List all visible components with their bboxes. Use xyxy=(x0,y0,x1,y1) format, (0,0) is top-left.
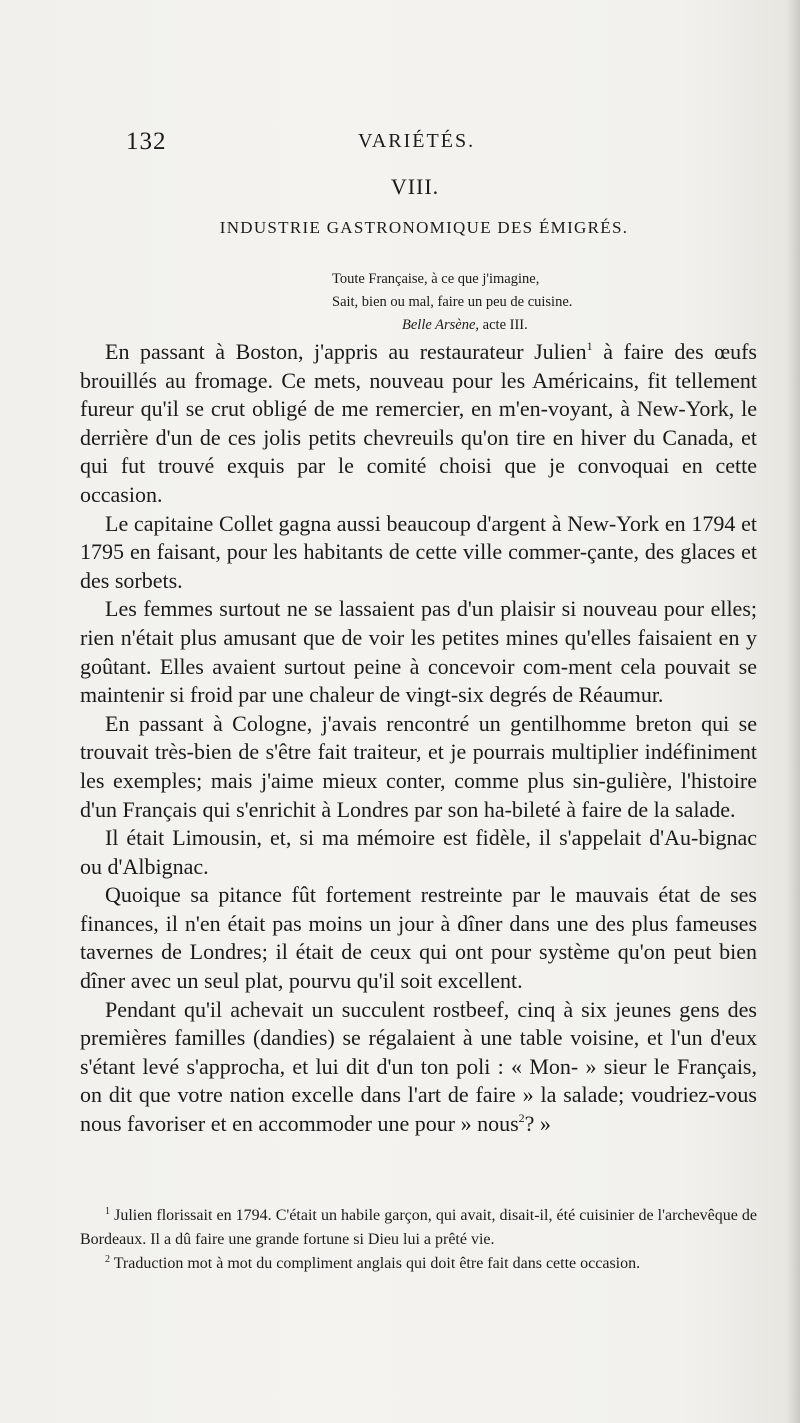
paragraph-text: En passant à Boston, j'appris au restaurateur Julien xyxy=(105,339,587,364)
footnote-mark: 1 xyxy=(105,1206,110,1217)
paragraph-text: à faire des œufs brouillés au fromage. Ce mets, nouveau pour les Américains, fit tellement fureur qu'il se crut obligé de me remercier, en m'en-voyant, à New-York, le derrière d'un de ces jolis petits chevreuils qu'on tire en hiver du Canada, et qui fut trouvé exquis par le comité choisi que je convoquai en cette occasion. xyxy=(80,339,757,507)
footnote xyxy=(80,1252,757,1276)
page-edge-shadow xyxy=(786,0,800,1423)
paragraph: Il était Limousin, et, si ma mémoire est fidèle, il s'appelait d'Au-bignac ou d'Albignac. xyxy=(80,825,757,879)
paragraph-text: Pendant qu'il achevait un succulent rostbeef, cinq à six jeunes gens des premières familles (dandies) se régalaient à une table voisine, et l'un d'eux s'étant levé s'approcha, et lui dit d'un ton poli : « Mon- » sieur le Français, on dit que votre nation excelle dans l'art de faire » la salade; voudriez-vous nous favoriser et en accommoder une pour » nous xyxy=(80,996,757,1137)
footnote-mark: 2 xyxy=(105,1254,110,1265)
footnote-ref[interactable]: 1 xyxy=(586,339,593,353)
footnote-text: Julien florissait en 1794. C'était un habile garçon, qui avait, disait-il, été cuisinier de l'archevêque de Bordeaux. Il a dû faire une grande fortune si Dieu lui a prêté vie. xyxy=(80,1207,757,1248)
running-head xyxy=(126,128,686,158)
epigraph-line: Toute Française, à ce que j'imagine, xyxy=(332,271,540,287)
paragraph-text: ? » xyxy=(524,1111,551,1137)
footnote xyxy=(80,1204,757,1252)
running-title: VARIÉTÉS. xyxy=(358,130,476,152)
paragraph: Quoique sa pitance fût fortement restreinte par le mauvais état de ses finances, il n'en était pas moins un jour à dîner dans une des plus fameuses tavernes de Londres; il était de ceux qui ont pour système qu'on peut bien dîner avec un seul plat, pourvu qu'il soit excellent. xyxy=(80,882,757,994)
footnote-text: Traduction mot à mot du compliment anglais qui doit être fait dans cette occasion. xyxy=(110,1255,641,1272)
epigraph-source-act: , acte III. xyxy=(475,317,528,333)
epigraph xyxy=(332,268,752,337)
paragraph: Les femmes surtout ne se lassaient pas d'un plaisir si nouveau pour elles; rien n'était plus amusant que de voir les petites mines qu'elles faisaient en y goûtant. Elles avaient surtout peine à concevoir com-ment cela pouvait se maintenir si froid par une chaleur de vingt-six degrés de Réaumur. xyxy=(80,596,757,708)
paragraph: Le capitaine Collet gagna aussi beaucoup d'argent à New-York en 1794 et 1795 en faisant, pour les habitants de cette ville commer-çante, des glaces et des sorbets. xyxy=(80,510,757,593)
section-number: VIII. xyxy=(390,174,440,199)
section-title: INDUSTRIE GASTRONOMIQUE DES ÉMIGRÉS. xyxy=(219,218,629,237)
footnote-ref[interactable]: 2 xyxy=(518,1111,525,1126)
paragraph xyxy=(80,996,757,1139)
epigraph-line: Sait, bien ou mal, faire un peu de cuisine. xyxy=(332,294,573,310)
footnotes xyxy=(80,1204,757,1276)
body-text xyxy=(80,338,757,1139)
paragraph: En passant à Cologne, j'avais rencontré un gentilhomme breton qui se trouvait très-bien de s'être fait traiteur, et je pourrais multiplier indéfiniment les exemples; mais j'aime mieux conter, comme plus sin-gulière, l'histoire d'un Français qui s'enrichit à Londres par son ha-bileté à faire de la salade. xyxy=(80,710,757,822)
epigraph-source-work: Belle Arsène xyxy=(402,317,476,333)
epigraph-source xyxy=(332,314,752,337)
page-number: 132 xyxy=(126,128,167,155)
paragraph xyxy=(80,338,757,510)
